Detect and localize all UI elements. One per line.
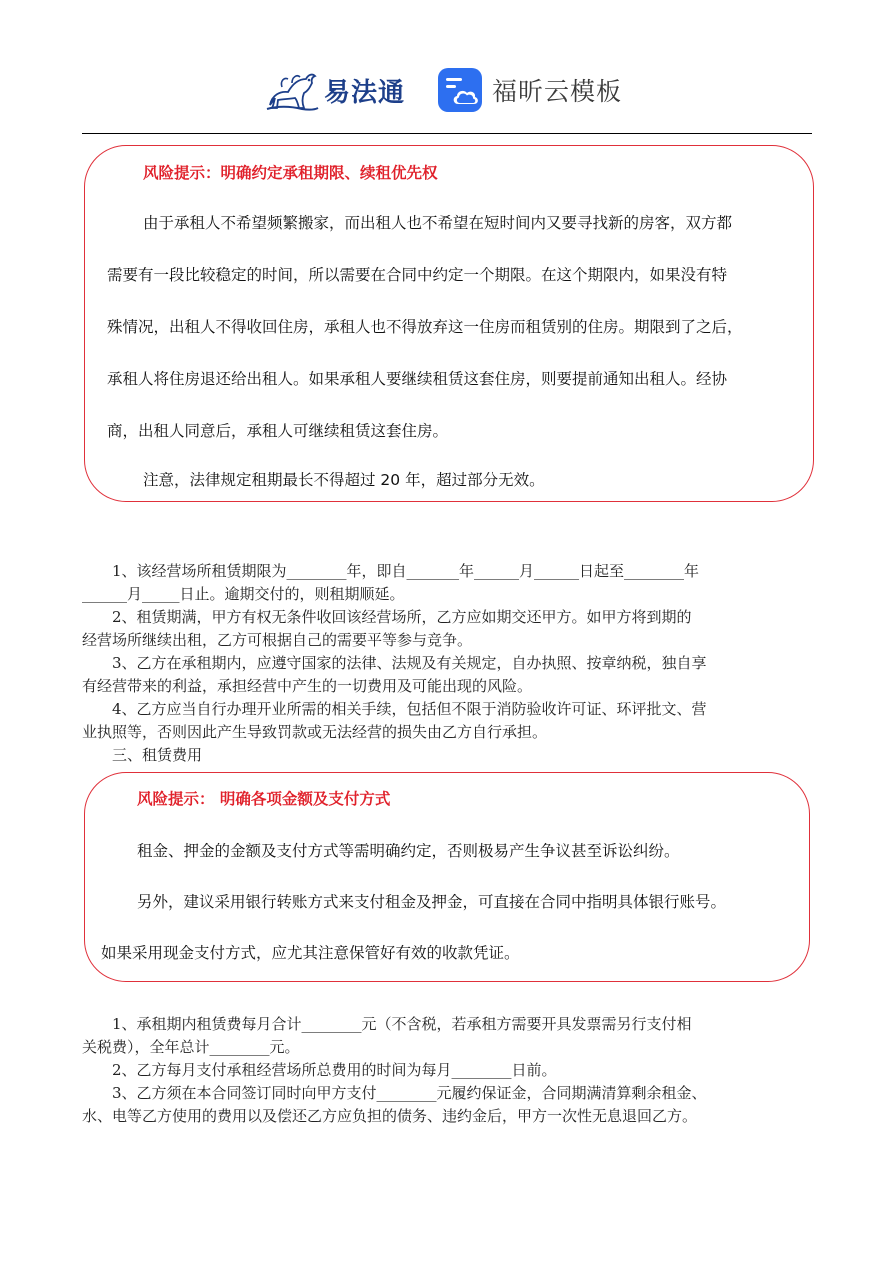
yifatong-logo <box>262 64 405 116</box>
risk-tip-line: 殊情况，出租人不得收回住房，承租人也不得放弃这一住房而租赁别的住房。期限到了之后， <box>107 318 743 336</box>
risk-tip-line: 租金、押金的金额及支付方式等需明确约定，否则极易产生争议甚至诉讼纠纷。 <box>137 842 680 860</box>
clause-line: 关税费），全年总计________元。 <box>82 1038 300 1056</box>
cloud-document-icon <box>436 66 484 114</box>
clause-line: 业执照等，否则因此产生导致罚款或无法经营的损失由乙方自行承担。 <box>82 723 548 741</box>
clause-line: 1、承租期内租赁费每月合计________元（不含税，若承租方需要开具发票需另行支付相 <box>112 1015 692 1033</box>
section-heading <box>82 744 812 767</box>
clause-line: 3、乙方在承租期内，应遵守国家的法律、法规及有关规定，自办执照、按章纳税，独自享 <box>112 654 707 672</box>
lease-clause <box>82 606 812 652</box>
clause-line: 3、乙方须在本合同签订同时向甲方支付________元履约保证金，合同期满清算剩余租金、 <box>112 1084 707 1102</box>
clause-line: 2、租赁期满，甲方有权无条件收回该经营场所，乙方应如期交还甲方。如甲方将到期的 <box>112 608 692 626</box>
risk-tip-line: 需要有一段比较稳定的时间，所以需要在合同中约定一个期限。在这个期限内，如果没有特 <box>107 266 728 284</box>
clause-line: 1、该经营场所租赁期限为________年，即自_______年______月______日起至________年 <box>112 562 700 580</box>
lease-clause <box>82 652 812 698</box>
clause-line: 有经营带来的利益，承担经营中产生的一切费用及可能出现的风险。 <box>82 677 533 695</box>
fee-clause <box>82 1059 812 1082</box>
fuxin-template-logo <box>436 64 622 116</box>
risk-tip-box-payment <box>84 772 810 982</box>
risk-tip-title: 风险提示：明确约定承租期限、续租优先权 <box>143 164 438 182</box>
logo-right-text: 福昕云模板 <box>492 77 623 106</box>
header-divider <box>82 133 812 134</box>
risk-tip-line: 如果采用现金支付方式，应尤其注意保管好有效的收款凭证。 <box>101 944 520 962</box>
clause-line: 水、电等乙方使用的费用以及偿还乙方应负担的债务、违约金后，甲方一次性无息退回乙方。 <box>82 1107 698 1125</box>
logo-left-text: 易法通 <box>324 77 406 108</box>
lease-clause <box>82 560 812 606</box>
clause-line: 4、乙方应当自行办理开业所需的相关手续，包括但不限于消防验收许可证、环评批文、营 <box>112 700 707 718</box>
risk-tip-title: 风险提示： 明确各项金额及支付方式 <box>137 790 391 808</box>
fee-clause <box>82 1013 812 1059</box>
section-3-heading: 三、租赁费用 <box>112 746 203 764</box>
qilin-emblem-icon <box>262 65 320 115</box>
page-header <box>0 58 893 120</box>
risk-tip-line: 另外，建议采用银行转账方式来支付租金及押金，可直接在合同中指明具体银行账号。 <box>137 893 727 911</box>
risk-tip-note: 注意，法律规定租期最长不得超过 20 年，超过部分无效。 <box>143 471 545 489</box>
risk-tip-line: 商，出租人同意后，承租人可继续租赁这套住房。 <box>107 422 449 440</box>
lease-clause <box>82 698 812 744</box>
risk-tip-box-term <box>84 145 814 502</box>
fee-clause <box>82 1082 812 1128</box>
risk-tip-line: 承租人将住房退还给出租人。如果承租人要继续租赁这套住房，则要提前通知出租人。经协 <box>107 370 728 388</box>
clause-line: 2、乙方每月支付承租经营场所总费用的时间为每月________日前。 <box>112 1061 557 1079</box>
risk-tip-line: 由于承租人不希望频繁搬家，而出租人也不希望在短时间内又要寻找新的房客，双方都 <box>143 214 733 232</box>
clause-line: ______月_____日止。逾期交付的，则租期顺延。 <box>82 585 405 603</box>
clause-line: 经营场所继续出租，乙方可根据自己的需要平等参与竞争。 <box>82 631 473 649</box>
